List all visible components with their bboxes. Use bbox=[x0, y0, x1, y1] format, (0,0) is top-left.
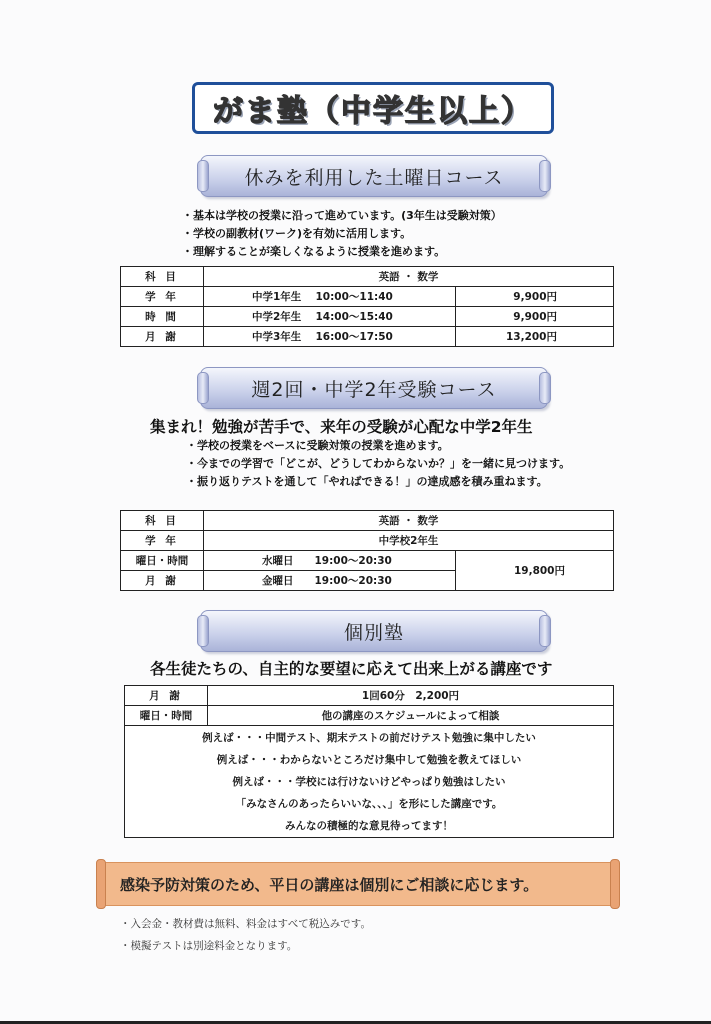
table-row bbox=[121, 267, 614, 287]
section3-banner bbox=[200, 610, 548, 652]
fee-cell: 9,900円 bbox=[456, 287, 614, 307]
bullet-item: ・学校の副教材(ワーク)を有効に活用します。 bbox=[182, 227, 412, 240]
footnotes bbox=[120, 913, 371, 957]
table-label: 曜日・時間 bbox=[125, 706, 208, 726]
table-label: 月 謝 bbox=[121, 571, 204, 591]
table-row bbox=[121, 551, 614, 571]
section2-banner-text: 週2回・中学2年受験コース bbox=[251, 378, 497, 401]
example-line: 例えば・・・わからないところだけ集中して勉強を教えてほしい bbox=[216, 753, 522, 766]
grade-time-cell: 中学1年生 10:00～11:40 bbox=[204, 287, 456, 307]
example-line: 例えば・・・学校には行けないけどやっぱり勉強はしたい bbox=[232, 775, 506, 788]
section3-table bbox=[124, 685, 614, 838]
table-row bbox=[121, 287, 614, 307]
daytime-cell: 他の講座のスケジュールによって相談 bbox=[208, 706, 614, 726]
bullet-item: ・学校の授業をベースに受験対策の授業を進めます。 bbox=[186, 439, 449, 452]
subject-cell: 英語 ・ 数学 bbox=[204, 511, 614, 531]
table-row bbox=[125, 686, 614, 706]
table-label: 曜日・時間 bbox=[121, 551, 204, 571]
table-label: 学 年 bbox=[121, 287, 204, 307]
fee-cell: 9,900円 bbox=[456, 307, 614, 327]
table-label: 科 目 bbox=[121, 511, 204, 531]
section1-bullets bbox=[182, 207, 502, 261]
title-box bbox=[192, 82, 554, 134]
example-line: 「みなさんのあったらいいな、、、」を形にした講座です。 bbox=[235, 797, 503, 810]
section3-banner-text: 個別塾 bbox=[343, 621, 404, 644]
table-label: 科 目 bbox=[121, 267, 204, 287]
table-row bbox=[121, 327, 614, 347]
section1-banner-text: 休みを利用した土曜日コース bbox=[244, 166, 504, 189]
table-label: 時 間 bbox=[121, 307, 204, 327]
grade-cell: 中学校2年生 bbox=[204, 531, 614, 551]
grade-time-cell: 中学3年生 16:00～17:50 bbox=[204, 327, 456, 347]
footnote-item: ・入会金・教材費は無料、料金はすべて税込みです。 bbox=[120, 918, 371, 930]
table-label: 学 年 bbox=[121, 531, 204, 551]
bullet-item: ・今までの学習で「どこが、どうしてわからないか？」を一緒に見つけます。 bbox=[186, 457, 571, 470]
notice-text: 感染予防対策のため、平日の講座は個別にご相談に応じます。 bbox=[120, 875, 539, 894]
example-line: 例えば・・・中間テスト、期末テストの前だけテスト勉強に集中したい bbox=[202, 731, 536, 744]
notice-bar bbox=[102, 862, 614, 906]
examples-cell bbox=[125, 726, 614, 838]
day-time-cell: 金曜日 19:00～20:30 bbox=[204, 571, 456, 591]
table-label: 月 謝 bbox=[121, 327, 204, 347]
bullet-item: ・理解することが楽しくなるように授業を進めます。 bbox=[182, 245, 446, 258]
section2-headline: 集まれ！勉強が苦手で、来年の受験が心配な中学2年生 bbox=[150, 418, 533, 436]
section2-banner bbox=[200, 367, 548, 409]
bullet-item: ・振り返りテストを通して「やればできる！」の達成感を積み重ねます。 bbox=[186, 475, 548, 488]
section3-headline: 各生徒たちの、自主的な要望に応えて出来上がる講座です bbox=[150, 660, 553, 678]
table-row bbox=[125, 706, 614, 726]
table-row bbox=[125, 726, 614, 838]
table-row bbox=[121, 511, 614, 531]
grade-time-cell: 中学2年生 14:00～15:40 bbox=[204, 307, 456, 327]
fee-cell: 1回60分 2,200円 bbox=[208, 686, 614, 706]
example-line: みんなの積極的な意見待ってます！ bbox=[285, 819, 453, 832]
table-row bbox=[121, 531, 614, 551]
table-label: 月 謝 bbox=[125, 686, 208, 706]
section1-banner bbox=[200, 155, 548, 197]
day-time-cell: 水曜日 19:00～20:30 bbox=[204, 551, 456, 571]
section2-table bbox=[120, 510, 614, 591]
bullet-item: ・基本は学校の授業に沿って進めています。(3年生は受験対策） bbox=[182, 209, 502, 222]
section1-table bbox=[120, 266, 614, 347]
fee-cell: 19,800円 bbox=[456, 551, 614, 591]
table-row bbox=[121, 307, 614, 327]
fee-cell: 13,200円 bbox=[456, 327, 614, 347]
subject-cell: 英語 ・ 数学 bbox=[204, 267, 614, 287]
page-title: がま塾（中学生以上） bbox=[213, 94, 533, 129]
footnote-item: ・模擬テストは別途料金となります。 bbox=[120, 940, 298, 952]
section2-bullets bbox=[186, 437, 570, 491]
